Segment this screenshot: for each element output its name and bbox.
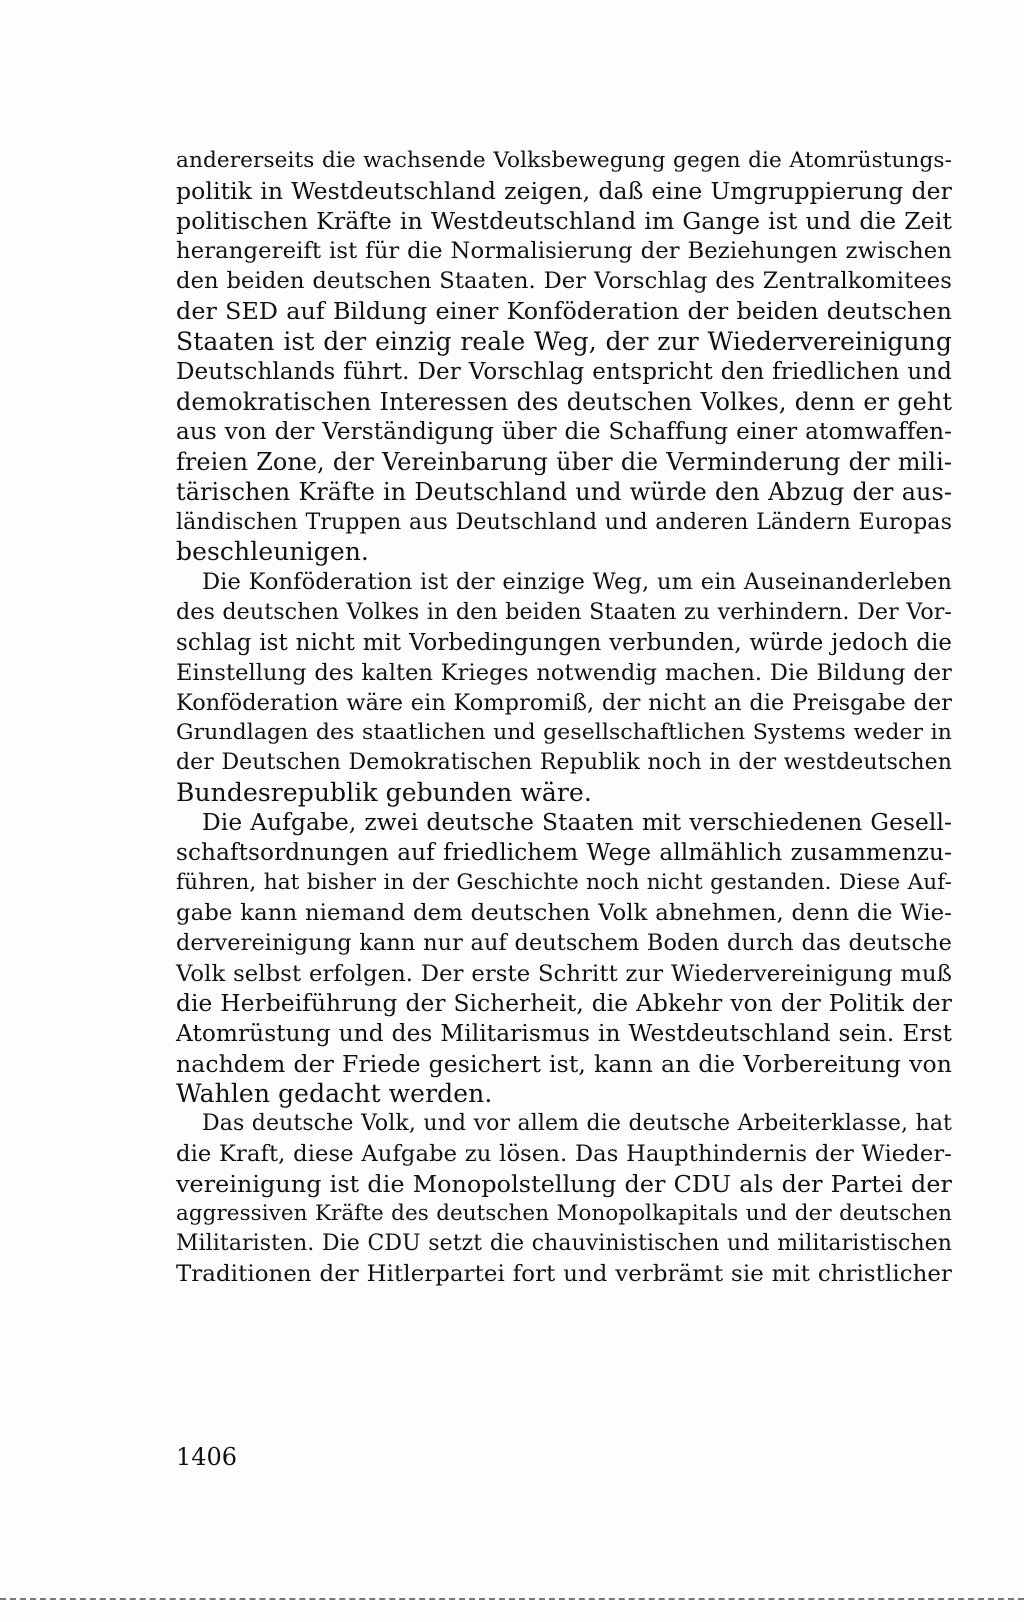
text-line: dervereinigung kann nur auf deutschem Boden durch das deutsche [176,930,952,957]
text-line: Einstellung des kalten Krieges notwendig machen. Die Bildung der [176,659,952,686]
text-line: beschleunigen. [176,537,369,567]
text-line: Wahlen gedacht werden. [176,1078,493,1108]
text-line: tärischen Kräfte in Deutschland und würde den Abzug der aus- [176,478,952,507]
text-line: Konföderation wäre ein Kompromiß, der nicht an die Preisgabe der [176,689,952,716]
paragraph-start-line: Die Konföderation ist der einzige Weg, um ein Auseinanderleben [202,569,952,596]
page-number: 1406 [176,1443,238,1471]
paragraph-start-line: Die Aufgabe, zwei deutsche Staaten mit verschiedenen Gesell- [202,809,952,837]
text-line: den beiden deutschen Staaten. Der Vorschlag des Zentralkomitees [176,268,952,295]
text-line: der SED auf Bildung einer Konföderation der beiden deutschen [176,297,952,326]
text-line: die Kraft, diese Aufgabe zu lösen. Das Haupthindernis der Wieder- [176,1141,952,1168]
text-line: Bundesrepublik gebunden wäre. [176,777,592,807]
text-line: Militaristen. Die CDU setzt die chauvinistischen und militaristischen [176,1231,952,1257]
text-line: aus von der Verständigung über die Schaffung einer atomwaffen- [176,418,952,445]
text-line: die Herbeiführung der Sicherheit, die Abkehr von der Politik der [176,989,952,1017]
paragraph-start-line: Das deutsche Volk, und vor allem die deutsche Arbeiterklasse, hat [202,1111,952,1136]
text-line: politik in Westdeutschland zeigen, daß eine Umgruppierung der [176,177,952,206]
text-line: Traditionen der Hitlerpartei fort und verbrämt sie mit christlicher [176,1261,952,1288]
text-line: nachdem der Friede gesichert ist, kann an die Vorbereitung von [176,1049,952,1078]
text-line: führen, hat bisher in der Geschichte noch nicht gestanden. Diese Auf- [176,870,952,896]
text-line: andererseits die wachsende Volksbewegung gegen die Atomrüstungs- [176,148,952,173]
text-line: der Deutschen Demokratischen Republik noch in der westdeutschen [176,749,952,775]
scan-edge-rule [0,1598,1024,1600]
text-line: schaftsordnungen auf friedlichem Wege allmählich zusammenzu- [176,839,952,867]
text-line: gabe kann niemand dem deutschen Volk abnehmen, denn die Wie- [176,900,952,927]
text-line: Deutschlands führt. Der Vorschlag entspricht den friedlichen und [176,358,952,385]
text-line: vereinigung ist die Monopolstellung der CDU als der Partei der [176,1170,952,1199]
text-line: Staaten ist der einzig reale Weg, der zur Wiedervereinigung [176,326,952,356]
text-line: ländischen Truppen aus Deutschland und anderen Ländern Europas [176,509,952,536]
text-line: politischen Kräfte in Westdeutschland im Gange ist und die Zeit [176,207,952,236]
text-line: Grundlagen des staatlichen und gesellschaftlichen Systems weder in [176,719,952,745]
text-line: Atomrüstung und des Militarismus in Westdeutschland sein. Erst [176,1019,952,1047]
text-line: herangereift ist für die Normalisierung der Beziehungen zwischen [176,238,952,265]
text-line: aggressiven Kräfte des deutschen Monopolkapitals und der deutschen [176,1201,952,1227]
body-text [176,146,952,1290]
text-line: freien Zone, der Vereinbarung über die Verminderung der mili- [176,447,952,476]
text-line: demokratischen Interessen des deutschen Volkes, denn er geht [176,387,952,416]
text-line: schlag ist nicht mit Vorbedingungen verbunden, würde jedoch die [176,629,952,656]
text-line: des deutschen Volkes in den beiden Staaten zu verhindern. Der Vor- [176,599,952,626]
text-line: Volk selbst erfolgen. Der erste Schritt zur Wiedervereinigung muß [176,960,952,987]
